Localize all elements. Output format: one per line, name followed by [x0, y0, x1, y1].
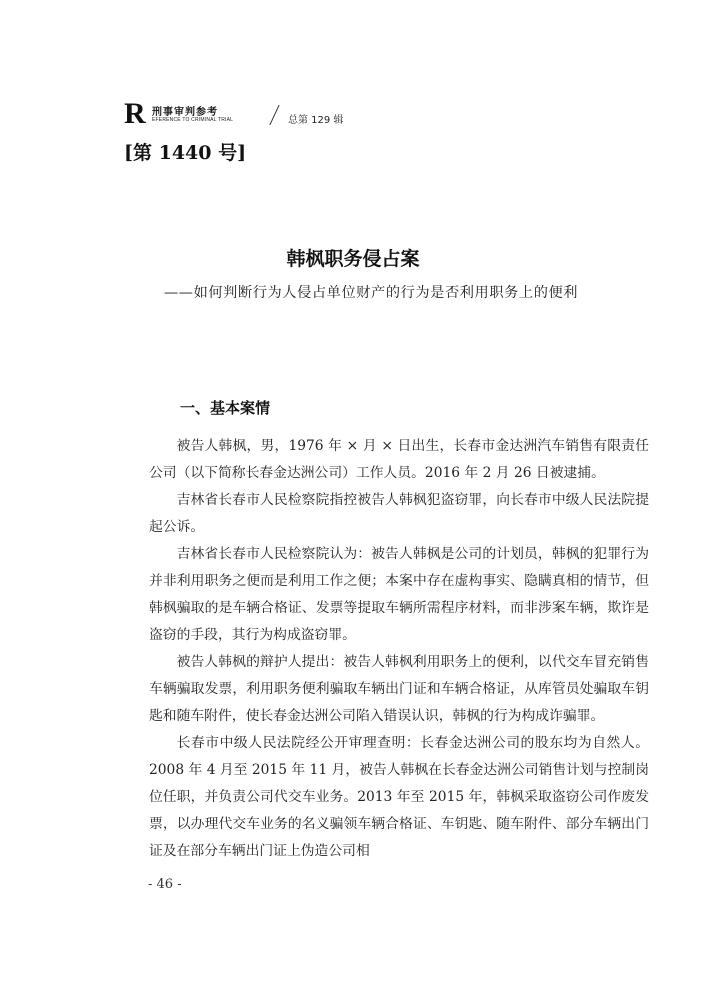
header-divider	[269, 105, 279, 125]
page-number: - 46 -	[148, 877, 182, 892]
paragraph: 长春市中级人民法院经公开审理查明：长春金达洲公司的股东均为自然人。2008 年 4 月至 2015 年 11 月，被告人韩枫在长春金达洲公司销售计划与控制岗位任职，并负责公司代交车业务。2013 年至 2015 年，韩枫采取盗窃公司作废发票，以办理代交车业务的名义骗领车辆合格证、车钥匙、随车附件、部分车辆出门证及在部分车辆出门证上伪造公司相	[149, 735, 649, 859]
journal-logo-letter: R	[124, 97, 146, 130]
paragraph: 吉林省长春市人民检察院指控被告人韩枫犯盗窃罪，向长春市中级人民法院提起公诉。	[149, 492, 649, 535]
case-subtitle: ——如何判断行为人侵占单位财产的行为是否利用职务上的便利	[164, 285, 579, 301]
paragraph: 被告人韩枫，男，1976 年 × 月 × 日出生，长春市金达洲汽车销售有限责任公司（以下简称长春金达洲公司）工作人员。2016 年 2 月 26 日被逮捕。	[149, 438, 649, 481]
paragraph: 吉林省长春市人民检察院认为：被告人韩枫是公司的计划员，韩枫的犯罪行为并非利用职务之便而是利用工作之便；本案中存在虚构事实、隐瞒真相的情节，但韩枫骗取的是车辆合格证、发票等提取车辆所需程序材料，而非涉案车辆，欺诈是盗窃的手段，其行为构成盗窃罪。	[149, 546, 649, 643]
paragraph: 被告人韩枫的辩护人提出：被告人韩枫利用职务上的便利，以代交车冒充销售车辆骗取发票，利用职务便利骗取车辆出门证和车辆合格证，从库管员处骗取车钥匙和随车附件，使长春金达洲公司陷入错误认识，韩枫的行为构成诈骗罪。	[149, 654, 649, 724]
journal-name-cn: 刑事审判参考	[152, 107, 218, 118]
section-heading: 一、基本案情	[180, 399, 271, 417]
case-title: 韩枫职务侵占案	[286, 248, 420, 270]
case-number: [第 1440 号]	[124, 142, 247, 164]
body-text	[149, 433, 649, 865]
journal-name-en: EFERENCE TO CRIMINAL TRIAL	[152, 117, 234, 123]
issue-number: 总第 129 辑	[288, 115, 344, 126]
journal-header	[124, 99, 424, 129]
